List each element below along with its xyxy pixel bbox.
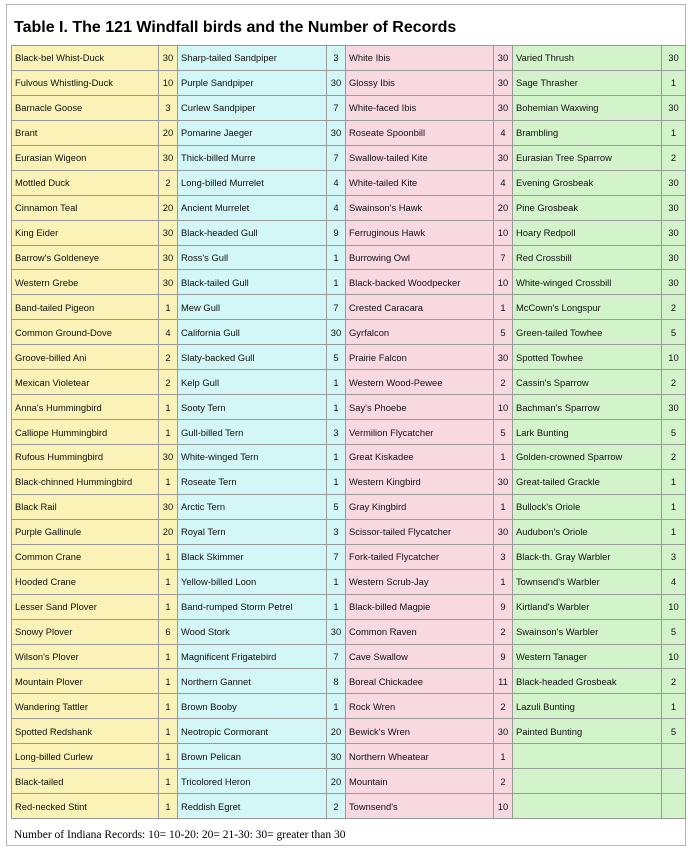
record-count-cell: 30 bbox=[662, 246, 686, 271]
bird-name-cell: Mottled Duck bbox=[12, 171, 159, 196]
bird-name-cell: Eurasian Tree Sparrow bbox=[513, 146, 662, 171]
record-count-cell bbox=[662, 794, 686, 819]
record-count-cell: 30 bbox=[494, 520, 513, 545]
record-count-cell: 2 bbox=[494, 370, 513, 395]
bird-name-cell: Thick-billed Murre bbox=[178, 146, 327, 171]
record-count-cell: 10 bbox=[662, 645, 686, 670]
bird-name-cell: Scissor-tailed Flycatcher bbox=[346, 520, 494, 545]
record-count-cell: 30 bbox=[159, 246, 178, 271]
record-count-cell: 1 bbox=[327, 694, 346, 719]
bird-name-cell: Tricolored Heron bbox=[178, 769, 327, 794]
bird-name-cell: Black Rail bbox=[12, 495, 159, 520]
bird-name-cell: Rufous Hummingbird bbox=[12, 445, 159, 470]
record-count-cell: 1 bbox=[494, 445, 513, 470]
record-count-cell: 30 bbox=[662, 46, 686, 71]
bird-name-cell: Evening Grosbeak bbox=[513, 171, 662, 196]
record-count-cell: 1 bbox=[662, 495, 686, 520]
record-count-cell: 1 bbox=[159, 744, 178, 769]
bird-name-cell: Wood Stork bbox=[178, 620, 327, 645]
bird-name-cell: Sharp-tailed Sandpiper bbox=[178, 46, 327, 71]
record-count-cell: 7 bbox=[327, 645, 346, 670]
record-count-cell: 1 bbox=[494, 495, 513, 520]
bird-name-cell: Reddish Egret bbox=[178, 794, 327, 819]
record-count-cell: 7 bbox=[494, 246, 513, 271]
record-count-cell: 2 bbox=[327, 794, 346, 819]
record-count-cell: 1 bbox=[327, 370, 346, 395]
bird-name-cell: Varied Thrush bbox=[513, 46, 662, 71]
bird-name-cell: Sage Thrasher bbox=[513, 71, 662, 96]
record-count-cell: 20 bbox=[327, 769, 346, 794]
record-count-cell: 5 bbox=[662, 420, 686, 445]
record-count-cell: 1 bbox=[494, 744, 513, 769]
record-count-cell: 2 bbox=[159, 171, 178, 196]
bird-name-cell: White Ibis bbox=[346, 46, 494, 71]
bird-name-cell: Great-tailed Grackle bbox=[513, 470, 662, 495]
bird-name-cell: Say's Phoebe bbox=[346, 395, 494, 420]
bird-name-cell: Western Grebe bbox=[12, 270, 159, 295]
record-count-cell: 2 bbox=[159, 345, 178, 370]
bird-name-cell: Wilson's Plover bbox=[12, 645, 159, 670]
record-count-cell: 30 bbox=[662, 221, 686, 246]
record-count-cell: 30 bbox=[159, 46, 178, 71]
record-count-cell: 30 bbox=[159, 146, 178, 171]
record-count-cell: 30 bbox=[159, 221, 178, 246]
record-count-cell: 20 bbox=[159, 121, 178, 146]
bird-name-cell: Northern Wheatear bbox=[346, 744, 494, 769]
record-count-cell: 20 bbox=[159, 520, 178, 545]
record-count-cell: 4 bbox=[662, 570, 686, 595]
record-count-cell: 1 bbox=[159, 595, 178, 620]
bird-name-cell: Green-tailed Towhee bbox=[513, 320, 662, 345]
bird-name-cell: White-faced Ibis bbox=[346, 96, 494, 121]
bird-name-cell: Purple Sandpiper bbox=[178, 71, 327, 96]
record-count-cell: 5 bbox=[327, 345, 346, 370]
record-count-cell: 9 bbox=[494, 645, 513, 670]
record-count-cell: 20 bbox=[327, 719, 346, 744]
record-count-cell: 30 bbox=[159, 270, 178, 295]
record-count-cell: 30 bbox=[494, 71, 513, 96]
record-count-cell: 1 bbox=[494, 295, 513, 320]
record-count-cell: 30 bbox=[327, 320, 346, 345]
record-count-cell: 2 bbox=[662, 146, 686, 171]
bird-name-cell: Kirtland's Warbler bbox=[513, 595, 662, 620]
bird-name-cell: California Gull bbox=[178, 320, 327, 345]
bird-name-cell: Barrow's Goldeneye bbox=[12, 246, 159, 271]
bird-name-cell: Magnificent Frigatebird bbox=[178, 645, 327, 670]
bird-name-cell: Gray Kingbird bbox=[346, 495, 494, 520]
bird-name-cell: Black-th. Gray Warbler bbox=[513, 545, 662, 570]
record-count-cell: 4 bbox=[327, 171, 346, 196]
record-count-cell: 9 bbox=[327, 221, 346, 246]
record-count-cell: 1 bbox=[159, 769, 178, 794]
record-count-cell: 30 bbox=[327, 71, 346, 96]
record-count-cell: 1 bbox=[159, 470, 178, 495]
bird-name-cell: Snowy Plover bbox=[12, 620, 159, 645]
record-count-cell: 1 bbox=[159, 420, 178, 445]
record-count-cell: 30 bbox=[327, 744, 346, 769]
record-count-cell: 2 bbox=[662, 370, 686, 395]
bird-name-cell: Western Tanager bbox=[513, 645, 662, 670]
record-count-cell: 10 bbox=[494, 221, 513, 246]
record-count-cell: 4 bbox=[494, 121, 513, 146]
record-count-cell: 1 bbox=[159, 295, 178, 320]
record-count-cell: 1 bbox=[327, 570, 346, 595]
record-count-cell: 11 bbox=[494, 669, 513, 694]
record-count-cell: 4 bbox=[494, 171, 513, 196]
record-count-cell: 1 bbox=[327, 395, 346, 420]
bird-name-cell: Red Crossbill bbox=[513, 246, 662, 271]
record-count-cell: 5 bbox=[494, 320, 513, 345]
record-count-cell: 2 bbox=[494, 694, 513, 719]
bird-name-cell: White-winged Crossbill bbox=[513, 270, 662, 295]
record-count-cell: 1 bbox=[662, 694, 686, 719]
record-count-cell: 1 bbox=[662, 121, 686, 146]
bird-name-cell: Townsend's bbox=[346, 794, 494, 819]
record-count-cell: 1 bbox=[662, 520, 686, 545]
record-count-cell: 30 bbox=[662, 96, 686, 121]
record-count-cell: 4 bbox=[327, 196, 346, 221]
bird-name-cell: Swainson's Warbler bbox=[513, 620, 662, 645]
record-count-cell: 30 bbox=[662, 395, 686, 420]
bird-name-cell: Cinnamon Teal bbox=[12, 196, 159, 221]
table-title: Table I. The 121 Windfall birds and the Number of Records bbox=[14, 19, 457, 36]
bird-name-cell: Black-bel Whist-Duck bbox=[12, 46, 159, 71]
bird-name-cell bbox=[513, 769, 662, 794]
bird-name-cell: Roseate Spoonbill bbox=[346, 121, 494, 146]
record-count-cell: 30 bbox=[494, 96, 513, 121]
record-count-cell: 10 bbox=[494, 270, 513, 295]
bird-name-cell: Slaty-backed Gull bbox=[178, 345, 327, 370]
bird-name-cell: Townsend's Warbler bbox=[513, 570, 662, 595]
record-count-cell: 1 bbox=[159, 395, 178, 420]
bird-name-cell: Bewick's Wren bbox=[346, 719, 494, 744]
bird-name-cell: Lesser Sand Plover bbox=[12, 595, 159, 620]
bird-name-cell: Yellow-billed Loon bbox=[178, 570, 327, 595]
bird-name-cell: Boreal Chickadee bbox=[346, 669, 494, 694]
bird-name-cell: Lazuli Bunting bbox=[513, 694, 662, 719]
record-count-cell: 30 bbox=[662, 171, 686, 196]
bird-name-cell: Northern Gannet bbox=[178, 669, 327, 694]
bird-name-cell: Black-billed Magpie bbox=[346, 595, 494, 620]
bird-name-cell: Long-billed Curlew bbox=[12, 744, 159, 769]
bird-name-cell: Great Kiskadee bbox=[346, 445, 494, 470]
bird-name-cell: Lark Bunting bbox=[513, 420, 662, 445]
record-count-cell: 10 bbox=[662, 345, 686, 370]
bird-name-cell: Black-headed Gull bbox=[178, 221, 327, 246]
bird-name-cell: Mew Gull bbox=[178, 295, 327, 320]
record-count-cell: 1 bbox=[159, 545, 178, 570]
bird-name-cell: Gyrfalcon bbox=[346, 320, 494, 345]
record-count-cell: 1 bbox=[159, 570, 178, 595]
record-count-cell: 5 bbox=[327, 495, 346, 520]
record-count-cell: 3 bbox=[327, 520, 346, 545]
bird-name-cell: White-winged Tern bbox=[178, 445, 327, 470]
record-count-cell: 1 bbox=[159, 694, 178, 719]
record-count-cell: 2 bbox=[494, 769, 513, 794]
record-count-cell: 30 bbox=[327, 620, 346, 645]
bird-name-cell: Black-backed Woodpecker bbox=[346, 270, 494, 295]
bird-name-cell: Hoary Redpoll bbox=[513, 221, 662, 246]
record-count-cell: 10 bbox=[662, 595, 686, 620]
record-count-cell: 30 bbox=[159, 445, 178, 470]
record-count-cell: 3 bbox=[327, 46, 346, 71]
record-count-cell: 1 bbox=[159, 669, 178, 694]
bird-name-cell: Spotted Redshank bbox=[12, 719, 159, 744]
bird-name-cell: Mountain Plover bbox=[12, 669, 159, 694]
record-count-cell: 3 bbox=[662, 545, 686, 570]
record-count-cell: 2 bbox=[159, 370, 178, 395]
bird-name-cell: Common Raven bbox=[346, 620, 494, 645]
record-count-cell: 3 bbox=[327, 420, 346, 445]
record-count-cell: 2 bbox=[662, 445, 686, 470]
bird-name-cell: Groove-billed Ani bbox=[12, 345, 159, 370]
record-count-cell: 1 bbox=[662, 470, 686, 495]
bird-name-cell: Fulvous Whistling-Duck bbox=[12, 71, 159, 96]
bird-name-cell: Prairie Falcon bbox=[346, 345, 494, 370]
bird-name-cell: Golden-crowned Sparrow bbox=[513, 445, 662, 470]
document-page bbox=[6, 4, 686, 846]
bird-name-cell: Arctic Tern bbox=[178, 495, 327, 520]
bird-name-cell: Mountain bbox=[346, 769, 494, 794]
bird-name-cell: Ross's Gull bbox=[178, 246, 327, 271]
record-count-cell: 30 bbox=[494, 719, 513, 744]
bird-records-table bbox=[11, 45, 686, 819]
record-count-cell: 7 bbox=[327, 96, 346, 121]
record-count-cell: 7 bbox=[327, 545, 346, 570]
record-count-cell: 10 bbox=[494, 794, 513, 819]
record-count-cell: 9 bbox=[494, 595, 513, 620]
bird-name-cell: McCown's Longspur bbox=[513, 295, 662, 320]
bird-name-cell: Western Scrub-Jay bbox=[346, 570, 494, 595]
record-count-cell: 5 bbox=[494, 420, 513, 445]
record-count-cell: 1 bbox=[327, 246, 346, 271]
bird-name-cell bbox=[513, 744, 662, 769]
bird-name-cell: Crested Caracara bbox=[346, 295, 494, 320]
record-count-cell: 6 bbox=[159, 620, 178, 645]
bird-name-cell: Black-tailed Gull bbox=[178, 270, 327, 295]
bird-name-cell: Pine Grosbeak bbox=[513, 196, 662, 221]
bird-name-cell: Swainson's Hawk bbox=[346, 196, 494, 221]
record-count-cell: 30 bbox=[159, 495, 178, 520]
bird-name-cell: Common Crane bbox=[12, 545, 159, 570]
bird-name-cell: Fork-tailed Flycatcher bbox=[346, 545, 494, 570]
record-count-cell: 1 bbox=[662, 71, 686, 96]
bird-name-cell: Black-tailed bbox=[12, 769, 159, 794]
record-count-cell: 1 bbox=[159, 719, 178, 744]
bird-name-cell: Western Wood-Pewee bbox=[346, 370, 494, 395]
bird-name-cell: Burrowing Owl bbox=[346, 246, 494, 271]
bird-name-cell: Long-billed Murrelet bbox=[178, 171, 327, 196]
record-count-cell: 1 bbox=[159, 794, 178, 819]
bird-name-cell: Kelp Gull bbox=[178, 370, 327, 395]
bird-name-cell: Brant bbox=[12, 121, 159, 146]
bird-name-cell: Common Ground-Dove bbox=[12, 320, 159, 345]
bird-name-cell: Sooty Tern bbox=[178, 395, 327, 420]
bird-name-cell: Band-rumped Storm Petrel bbox=[178, 595, 327, 620]
bird-name-cell: Black Skimmer bbox=[178, 545, 327, 570]
bird-name-cell: Brown Booby bbox=[178, 694, 327, 719]
record-count-cell: 5 bbox=[662, 620, 686, 645]
bird-name-cell: Black-chinned Hummingbird bbox=[12, 470, 159, 495]
record-count-cell: 20 bbox=[159, 196, 178, 221]
bird-name-cell: Pomarine Jaeger bbox=[178, 121, 327, 146]
bird-name-cell: Purple Gallinule bbox=[12, 520, 159, 545]
record-count-cell: 1 bbox=[327, 595, 346, 620]
record-count-cell: 30 bbox=[327, 121, 346, 146]
bird-name-cell: Ferruginous Hawk bbox=[346, 221, 494, 246]
bird-name-cell: King Eider bbox=[12, 221, 159, 246]
bird-name-cell: Mexican Violetear bbox=[12, 370, 159, 395]
bird-name-cell: Anna's Hummingbird bbox=[12, 395, 159, 420]
bird-name-cell: Painted Bunting bbox=[513, 719, 662, 744]
bird-name-cell: Audubon's Oriole bbox=[513, 520, 662, 545]
bird-name-cell: Rock Wren bbox=[346, 694, 494, 719]
record-count-cell: 7 bbox=[327, 146, 346, 171]
bird-name-cell: Spotted Towhee bbox=[513, 345, 662, 370]
record-count-cell bbox=[662, 769, 686, 794]
record-count-cell: 1 bbox=[327, 445, 346, 470]
record-count-cell: 30 bbox=[494, 345, 513, 370]
bird-name-cell: Western Kingbird bbox=[346, 470, 494, 495]
record-count-cell: 30 bbox=[494, 470, 513, 495]
bird-name-cell: Royal Tern bbox=[178, 520, 327, 545]
record-count-cell: 3 bbox=[494, 545, 513, 570]
record-count-cell: 30 bbox=[494, 46, 513, 71]
record-count-cell: 20 bbox=[494, 196, 513, 221]
record-count-cell: 1 bbox=[159, 645, 178, 670]
record-count-cell: 2 bbox=[662, 669, 686, 694]
bird-name-cell: Brambling bbox=[513, 121, 662, 146]
record-count-cell: 4 bbox=[159, 320, 178, 345]
bird-name-cell: Red-necked Stint bbox=[12, 794, 159, 819]
table-footnote: Number of Indiana Records: 10= 10-20: 20= 21-30: 30= greater than 30 bbox=[14, 829, 346, 841]
bird-name-cell: Glossy Ibis bbox=[346, 71, 494, 96]
bird-name-cell: Swallow-tailed Kite bbox=[346, 146, 494, 171]
bird-name-cell: Bullock's Oriole bbox=[513, 495, 662, 520]
bird-name-cell: Roseate Tern bbox=[178, 470, 327, 495]
record-count-cell: 5 bbox=[662, 719, 686, 744]
record-count-cell: 2 bbox=[662, 295, 686, 320]
record-count-cell: 3 bbox=[159, 96, 178, 121]
bird-name-cell: Wandering Tattler bbox=[12, 694, 159, 719]
record-count-cell: 30 bbox=[494, 146, 513, 171]
record-count-cell: 10 bbox=[494, 395, 513, 420]
record-count-cell: 5 bbox=[662, 320, 686, 345]
record-count-cell: 8 bbox=[327, 669, 346, 694]
bird-name-cell: Bachman's Sparrow bbox=[513, 395, 662, 420]
bird-name-cell: Curlew Sandpiper bbox=[178, 96, 327, 121]
bird-name-cell: Cassin's Sparrow bbox=[513, 370, 662, 395]
record-count-cell: 7 bbox=[327, 295, 346, 320]
bird-name-cell: Neotropic Cormorant bbox=[178, 719, 327, 744]
bird-name-cell: Eurasian Wigeon bbox=[12, 146, 159, 171]
record-count-cell: 2 bbox=[494, 620, 513, 645]
bird-name-cell: Barnacle Goose bbox=[12, 96, 159, 121]
bird-name-cell: Cave Swallow bbox=[346, 645, 494, 670]
bird-name-cell: Band-tailed Pigeon bbox=[12, 295, 159, 320]
bird-name-cell: Vermilion Flycatcher bbox=[346, 420, 494, 445]
record-count-cell: 1 bbox=[327, 270, 346, 295]
bird-name-cell: Calliope Hummingbird bbox=[12, 420, 159, 445]
bird-name-cell: Hooded Crane bbox=[12, 570, 159, 595]
bird-name-cell: Black-headed Grosbeak bbox=[513, 669, 662, 694]
record-count-cell: 30 bbox=[662, 196, 686, 221]
record-count-cell: 1 bbox=[494, 570, 513, 595]
bird-name-cell: Bohemian Waxwing bbox=[513, 96, 662, 121]
bird-name-cell: Gull-billed Tern bbox=[178, 420, 327, 445]
bird-name-cell: White-tailed Kite bbox=[346, 171, 494, 196]
record-count-cell: 30 bbox=[662, 270, 686, 295]
record-count-cell: 1 bbox=[327, 470, 346, 495]
bird-name-cell: Ancient Murrelet bbox=[178, 196, 327, 221]
bird-name-cell bbox=[513, 794, 662, 819]
record-count-cell bbox=[662, 744, 686, 769]
bird-name-cell: Brown Pelican bbox=[178, 744, 327, 769]
record-count-cell: 10 bbox=[159, 71, 178, 96]
